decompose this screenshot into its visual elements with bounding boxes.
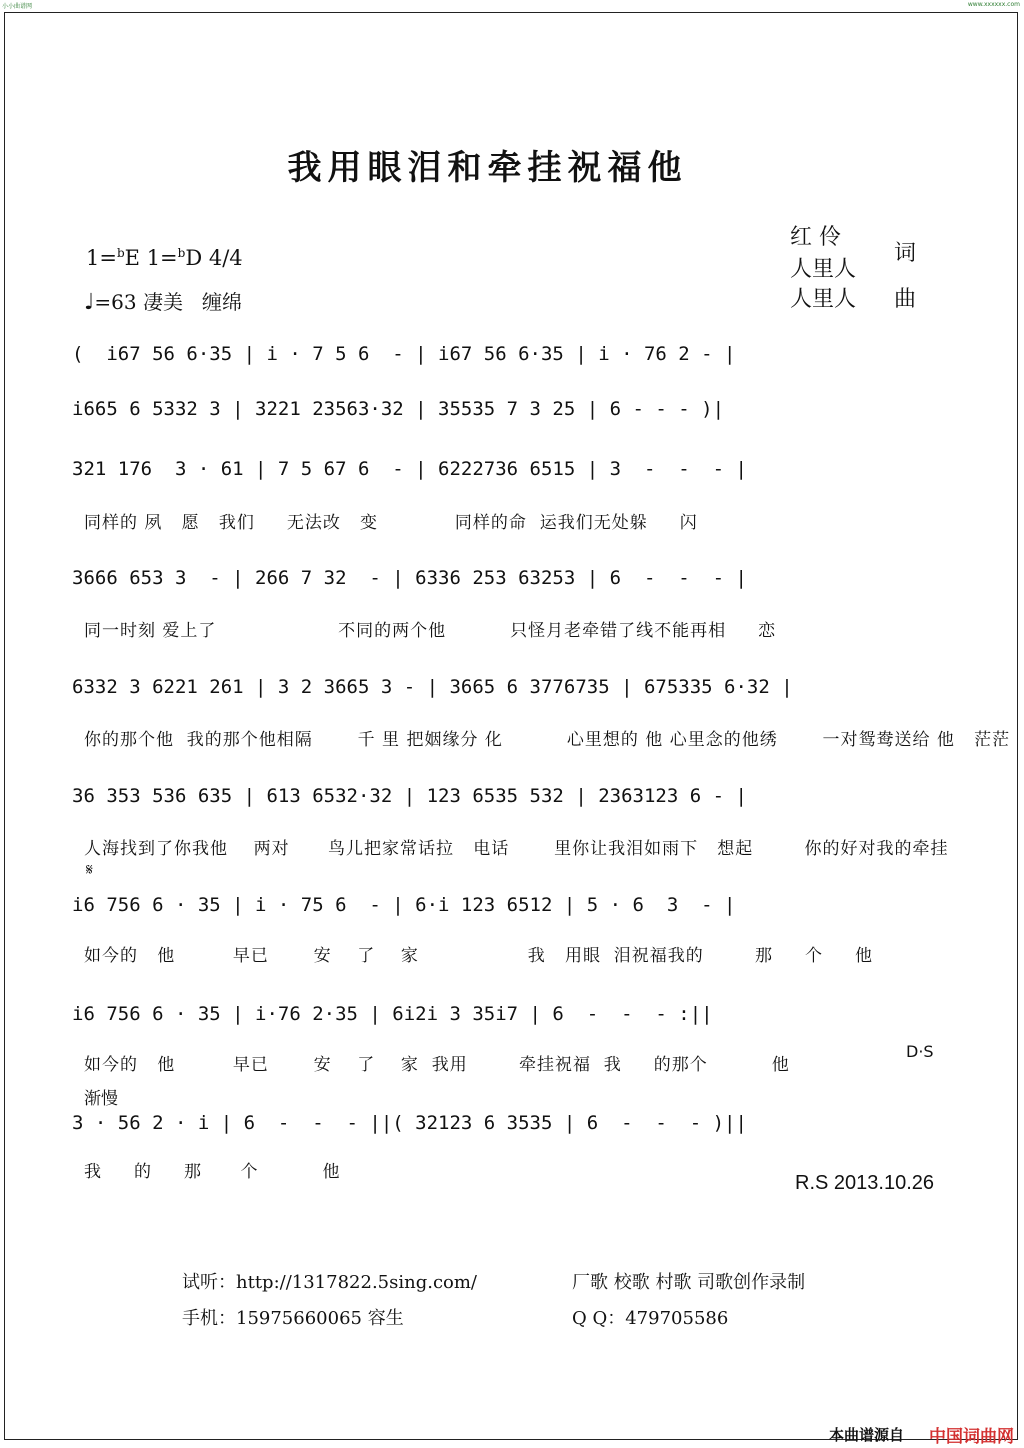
key-flat-2: b	[177, 246, 186, 260]
score-row-4-lyrics: 同一时刻 爱上了 不同的两个他 只怪月老牵错了线不能再相 恋	[84, 621, 777, 641]
score-row-5-notes: 6332 3 6221 261 | 3 2 3665 3 - | 3665 6 3776735 | 675335 6·32 |	[72, 676, 793, 698]
source-site-link[interactable]: 中国词曲网	[929, 1427, 1014, 1447]
key-note-2: D	[185, 246, 203, 270]
key-prefix-1: 1=	[86, 246, 117, 270]
segno-icon: 𝄋	[86, 860, 93, 879]
expression-1: 凄美	[142, 290, 183, 314]
expression-2: 缠绵	[202, 290, 243, 314]
corner-watermark-right: www.xxxxxx.com	[967, 1, 1020, 8]
score-row-3-lyrics: 同样的 夙 愿 我们 无法改 变 同样的命 运我们无处躲 闪	[84, 513, 698, 533]
score-row-6-notes: 36 353 536 635 | 613 6532·32 | 123 6535 532 | 2363123 6 - |	[72, 785, 747, 807]
phone-contact: 手机：15975660065 容生	[182, 1308, 404, 1329]
song-title: 我用眼泪和牵挂祝福他	[287, 148, 688, 188]
score-row-4-notes: 3666 653 3 - | 266 7 32 - | 6336 253 63253 | 6 - - - |	[72, 567, 747, 589]
score-signature: R.S 2013.10.26	[795, 1172, 934, 1194]
source-label: 本曲谱源自	[828, 1426, 904, 1444]
score-row-7-notes: i6 756 6 · 35 | i · 75 6 - | 6·i 123 6512 | 5 · 6 3 - |	[72, 894, 736, 916]
ritardando-marking: 渐慢	[84, 1089, 118, 1109]
score-row-9-lyrics: 我 的 那 个 他	[84, 1162, 341, 1182]
quarter-note-icon: ♩	[84, 290, 95, 315]
corner-watermark-left: 小小曲谱网	[2, 3, 33, 10]
key-note-1: E	[124, 246, 140, 270]
composer-role: 曲	[894, 287, 917, 312]
lyricist-name: 红 伶	[790, 225, 841, 250]
service-info: 厂歌 校歌 村歌 司歌创作录制	[572, 1272, 806, 1293]
score-row-3-notes: 321 176 3 · 61 | 7 5 67 6 - | 6222736 6515 | 3 - - - |	[72, 458, 747, 480]
score-row-8-lyrics: 如今的 他 早已 安 了 家 我用 牵挂祝福 我 的那个 他	[84, 1055, 790, 1075]
score-row-7-lyrics: 如今的 他 早已 安 了 家 我 用眼 泪祝福我的 那 个 他	[84, 946, 874, 966]
composer-name-1: 人里人	[790, 257, 857, 282]
key-prefix-2: 1=	[146, 246, 178, 270]
ds-marking: D·S	[906, 1042, 934, 1061]
score-row-5-lyrics: 你的那个他 我的那个他相隔 千 里 把姻缘分 化 心里想的 他 心里念的他绣 一对鸳鸯送给 他 茫茫	[84, 730, 1011, 750]
tempo-marking	[84, 286, 242, 315]
key-signature	[86, 246, 243, 270]
lyricist-role: 词	[894, 241, 917, 266]
score-row-1-notes: ( i67 56 6·35 | i · 7 5 6 - | i67 56 6·35 | i · 76 2 - |	[72, 343, 736, 365]
score-row-6-lyrics: 人海找到了你我他 两对 鸟儿把家常话拉 电话 里你让我泪如雨下 想起 你的好对我的牵挂	[84, 839, 949, 859]
score-row-8-notes: i6 756 6 · 35 | i·76 2·35 | 6i2i 3 35i7 | 6 - - - :||	[72, 1003, 713, 1025]
tempo-value: =63	[94, 290, 137, 314]
score-row-9-notes: 3 · 56 2 · i | 6 - - - ||( 32123 6 3535 | 6 - - - )||	[72, 1112, 747, 1134]
score-row-2-notes: i665 6 5332 3 | 3221 23563·32 | 35535 7 3 25 | 6 - - - )|	[72, 398, 725, 420]
time-signature: 4/4	[208, 246, 243, 270]
listen-link[interactable]: 试听：http://1317822.5sing.com/	[182, 1272, 477, 1293]
composer-name-2: 人里人	[790, 287, 857, 312]
qq-contact: Q Q：479705586	[572, 1308, 729, 1329]
key-flat-1: b	[116, 246, 125, 260]
